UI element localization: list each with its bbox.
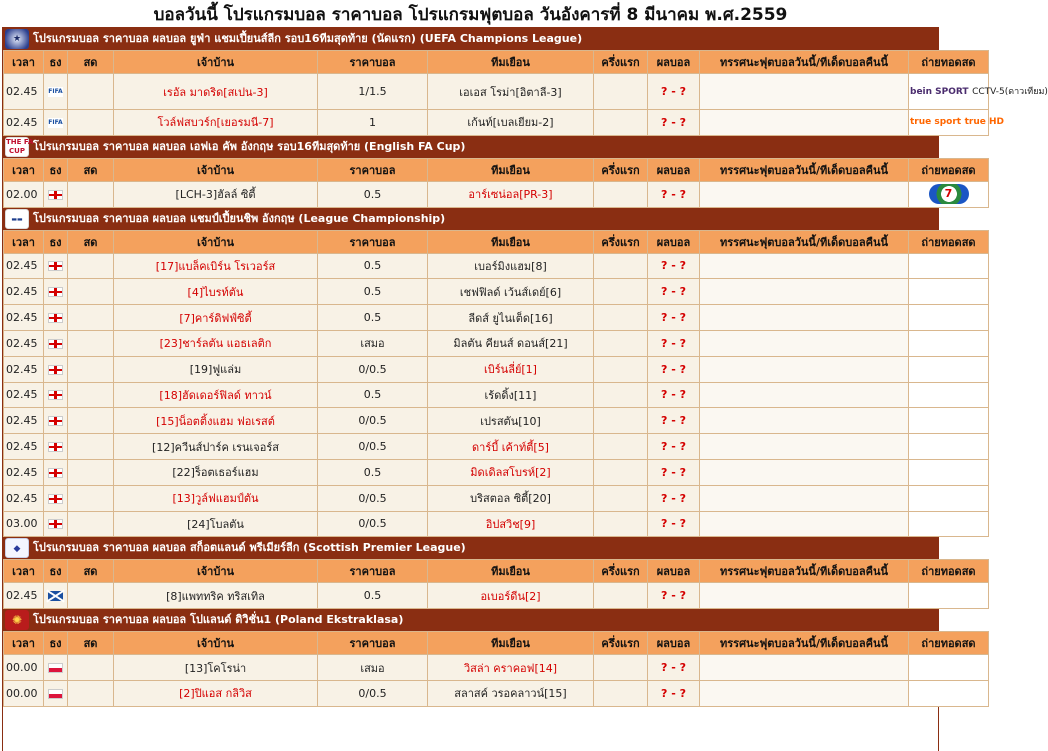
tv-channels xyxy=(909,356,989,382)
odds: 1/1.5 xyxy=(318,74,428,110)
fixtures-table-fa-cup xyxy=(3,158,989,208)
column-header-row xyxy=(4,632,989,655)
match-result: ? - ? xyxy=(648,181,700,207)
home-team[interactable]: [2]ปิแอส กลิวิส xyxy=(114,680,318,706)
england-flag-icon xyxy=(44,305,68,331)
match-row[interactable] xyxy=(4,434,989,460)
odds: 0.5 xyxy=(318,181,428,207)
half-time-score xyxy=(594,253,648,279)
half-time-score xyxy=(594,655,648,681)
match-time: 02.45 xyxy=(4,408,44,434)
col-live: สด xyxy=(68,560,114,583)
half-time-score xyxy=(594,511,648,537)
tv-channels xyxy=(909,279,989,305)
match-result: ? - ? xyxy=(648,680,700,706)
col-tv: ถ่ายทอดสด xyxy=(909,51,989,74)
col-time: เวลา xyxy=(4,158,44,181)
match-row[interactable] xyxy=(4,382,989,408)
match-time: 02.45 xyxy=(4,279,44,305)
home-team[interactable]: [13]โคโรน่า xyxy=(114,655,318,681)
match-row[interactable] xyxy=(4,356,989,382)
match-time: 02.00 xyxy=(4,181,44,207)
bein-sport-logo: bein SPORT xyxy=(910,86,969,97)
league-header-spl[interactable] xyxy=(3,537,938,559)
home-team[interactable]: [12]ควีนส์ปาร์ค เรนเจอร์ส xyxy=(114,434,318,460)
tips-cell[interactable] xyxy=(700,356,909,382)
col-result: ผลบอล xyxy=(648,632,700,655)
col-result: ผลบอล xyxy=(648,560,700,583)
col-result: ผลบอล xyxy=(648,230,700,253)
live-cell xyxy=(68,279,114,305)
match-row[interactable] xyxy=(4,583,989,609)
odds: 0/0.5 xyxy=(318,356,428,382)
match-row[interactable] xyxy=(4,485,989,511)
match-time: 02.45 xyxy=(4,356,44,382)
live-cell xyxy=(68,356,114,382)
tips-cell[interactable] xyxy=(700,253,909,279)
col-home: เจ้าบ้าน xyxy=(114,560,318,583)
fifa-flag-icon: FIFA xyxy=(44,74,68,110)
match-row[interactable] xyxy=(4,680,989,706)
match-result: ? - ? xyxy=(648,408,700,434)
ucl-logo-icon: ★ xyxy=(5,29,29,49)
live-cell xyxy=(68,511,114,537)
tv-channels xyxy=(909,305,989,331)
league-title: โปรแกรมบอล ราคาบอล ผลบอล ยูฟ่า แชมเปี้ยนส์ลีก รอบ16ทีมสุดท้าย (นัดแรก) (UEFA Champions League) xyxy=(33,32,583,45)
col-away: ทีมเยือน xyxy=(428,632,594,655)
match-time: 02.45 xyxy=(4,434,44,460)
away-team[interactable]: มิดเดิลสโบรห์[2] xyxy=(428,459,594,485)
half-time-score xyxy=(594,74,648,110)
odds: เสมอ xyxy=(318,655,428,681)
live-cell xyxy=(68,680,114,706)
match-time: 00.00 xyxy=(4,680,44,706)
england-flag-icon xyxy=(44,279,68,305)
match-result: ? - ? xyxy=(648,305,700,331)
away-team[interactable]: มิลตัน คียนส์ ดอนส์[21] xyxy=(428,330,594,356)
col-tv: ถ่ายทอดสด xyxy=(909,230,989,253)
match-row[interactable] xyxy=(4,253,989,279)
match-row[interactable] xyxy=(4,511,989,537)
match-result: ? - ? xyxy=(648,279,700,305)
tips-cell[interactable] xyxy=(700,330,909,356)
fixtures-table-championship xyxy=(3,230,989,538)
match-row[interactable] xyxy=(4,74,989,110)
england-flag-icon xyxy=(44,253,68,279)
match-time: 02.45 xyxy=(4,305,44,331)
col-away: ทีมเยือน xyxy=(428,230,594,253)
match-row[interactable] xyxy=(4,655,989,681)
league-title: โปรแกรมบอล ราคาบอล ผลบอล สก็อตแลนด์ พรีเมียร์ลีก (Scottish Premier League) xyxy=(33,541,466,555)
match-result: ? - ? xyxy=(648,110,700,136)
odds: 0.5 xyxy=(318,583,428,609)
poland-flag-icon xyxy=(44,655,68,681)
league-title: โปรแกรมบอล ราคาบอล ผลบอล แชมป์เปี้ยนชิพ อังกฤษ (League Championship) xyxy=(33,211,446,225)
match-result: ? - ? xyxy=(648,655,700,681)
col-time: เวลา xyxy=(4,632,44,655)
fixtures-table-spl xyxy=(3,559,989,609)
odds: 0/0.5 xyxy=(318,434,428,460)
live-cell xyxy=(68,583,114,609)
col-flag: ธง xyxy=(44,158,68,181)
away-team[interactable]: เอเอส โรม่า[อิตาลี-3] xyxy=(428,74,594,110)
col-away: ทีมเยือน xyxy=(428,158,594,181)
home-team[interactable]: [LCH-3]ฮัลล์ ซิตี้ xyxy=(114,181,318,207)
match-result: ? - ? xyxy=(648,434,700,460)
tv-channels xyxy=(909,330,989,356)
tv-channels xyxy=(909,253,989,279)
away-team[interactable]: สลาสค์ วรอคลาวน์[15] xyxy=(428,680,594,706)
col-home: เจ้าบ้าน xyxy=(114,51,318,74)
england-flag-icon xyxy=(44,356,68,382)
live-cell xyxy=(68,485,114,511)
col-result: ผลบอล xyxy=(648,158,700,181)
odds: 0/0.5 xyxy=(318,408,428,434)
col-odds: ราคาบอล xyxy=(318,230,428,253)
england-flag-icon xyxy=(44,181,68,207)
match-time: 02.45 xyxy=(4,485,44,511)
col-odds: ราคาบอล xyxy=(318,560,428,583)
half-time-score xyxy=(594,279,648,305)
tips-cell[interactable] xyxy=(700,511,909,537)
odds: 0/0.5 xyxy=(318,680,428,706)
home-team[interactable]: โวล์ฟสบวร์ก[เยอรมนี-7] xyxy=(114,110,318,136)
tv-channels xyxy=(909,655,989,681)
match-time: 02.45 xyxy=(4,74,44,110)
england-flag-icon xyxy=(44,485,68,511)
half-time-score xyxy=(594,434,648,460)
live-cell xyxy=(68,459,114,485)
fixtures-frame xyxy=(2,27,1048,751)
england-flag-icon xyxy=(44,330,68,356)
away-team[interactable]: ลีดส์ ยูไนเต็ด[16] xyxy=(428,305,594,331)
half-time-score xyxy=(594,382,648,408)
match-time: 02.45 xyxy=(4,253,44,279)
england-flag-icon xyxy=(44,459,68,485)
half-time-score xyxy=(594,583,648,609)
away-team[interactable]: เบอร์มิงแฮม[8] xyxy=(428,253,594,279)
tips-cell[interactable] xyxy=(700,181,909,207)
half-time-score xyxy=(594,356,648,382)
match-result: ? - ? xyxy=(648,583,700,609)
col-live: สด xyxy=(68,230,114,253)
col-half: ครึ่งแรก xyxy=(594,560,648,583)
col-away: ทีมเยือน xyxy=(428,560,594,583)
col-tv: ถ่ายทอดสด xyxy=(909,560,989,583)
live-cell xyxy=(68,382,114,408)
match-time: 00.00 xyxy=(4,655,44,681)
odds: 0.5 xyxy=(318,305,428,331)
col-flag: ธง xyxy=(44,560,68,583)
tips-cell[interactable] xyxy=(700,434,909,460)
column-header-row xyxy=(4,51,989,74)
poland-logo-icon: ✺ xyxy=(5,610,29,630)
match-row[interactable] xyxy=(4,279,989,305)
half-time-score xyxy=(594,459,648,485)
tv-channels xyxy=(909,583,989,609)
match-result: ? - ? xyxy=(648,74,700,110)
england-flag-icon xyxy=(44,382,68,408)
col-flag: ธง xyxy=(44,230,68,253)
poland-flag-icon xyxy=(44,680,68,706)
tips-cell[interactable] xyxy=(700,459,909,485)
col-half: ครึ่งแรก xyxy=(594,158,648,181)
match-result: ? - ? xyxy=(648,485,700,511)
odds: 0.5 xyxy=(318,459,428,485)
england-flag-icon xyxy=(44,511,68,537)
odds: 1 xyxy=(318,110,428,136)
col-tips: ทรรศนะฟุตบอลวันนี้/ทีเด็ดบอลคืนนี้ xyxy=(700,230,909,253)
col-half: ครึ่งแรก xyxy=(594,230,648,253)
fifa-flag-icon: FIFA xyxy=(44,110,68,136)
col-tips: ทรรศนะฟุตบอลวันนี้/ทีเด็ดบอลคืนนี้ xyxy=(700,51,909,74)
away-team[interactable]: เบิร์นลี่ย์[1] xyxy=(428,356,594,382)
league-header-poland[interactable] xyxy=(3,609,938,631)
col-odds: ราคาบอล xyxy=(318,51,428,74)
live-cell xyxy=(68,330,114,356)
match-result: ? - ? xyxy=(648,253,700,279)
match-result: ? - ? xyxy=(648,330,700,356)
tv-channels[interactable] xyxy=(909,74,1048,110)
match-row[interactable] xyxy=(4,459,989,485)
away-team[interactable]: เชฟฟิลด์ เว้นส์เดย์[6] xyxy=(428,279,594,305)
match-time: 02.45 xyxy=(4,583,44,609)
home-team[interactable]: [18]ฮัดเดอร์ฟิลด์ ทาวน์ xyxy=(114,382,318,408)
odds: 0.5 xyxy=(318,279,428,305)
away-team[interactable]: วิสล่า คราคอฟ[14] xyxy=(428,655,594,681)
league-header-championship[interactable] xyxy=(3,208,938,230)
live-cell xyxy=(68,110,114,136)
col-tips: ทรรศนะฟุตบอลวันนี้/ทีเด็ดบอลคืนนี้ xyxy=(700,560,909,583)
col-live: สด xyxy=(68,158,114,181)
home-team[interactable]: [4]ไบรท์ตัน xyxy=(114,279,318,305)
col-live: สด xyxy=(68,51,114,74)
odds: 0.5 xyxy=(318,382,428,408)
half-time-score xyxy=(594,485,648,511)
tips-cell[interactable] xyxy=(700,279,909,305)
tv-channels xyxy=(909,382,989,408)
tv-channels[interactable] xyxy=(909,181,989,207)
col-result: ผลบอล xyxy=(648,51,700,74)
home-team[interactable]: [24]โบลตัน xyxy=(114,511,318,537)
home-team[interactable]: [23]ชาร์ลตัน แอธเลติก xyxy=(114,330,318,356)
match-result: ? - ? xyxy=(648,459,700,485)
col-odds: ราคาบอล xyxy=(318,632,428,655)
home-team[interactable]: [7]คาร์ดิฟฟ์ซิตี้ xyxy=(114,305,318,331)
spl-logo-icon: ◆ xyxy=(5,538,29,558)
match-result: ? - ? xyxy=(648,382,700,408)
match-row[interactable] xyxy=(4,408,989,434)
fixtures-table-poland xyxy=(3,631,989,707)
column-header-row xyxy=(4,158,989,181)
league-header-ucl[interactable] xyxy=(3,28,938,50)
col-live: สด xyxy=(68,632,114,655)
page-title: บอลวันนี้ โปรแกรมบอล ราคาบอล โปรแกรมฟุตบอล วันอังคารที่ 8 มีนาคม พ.ศ.2559 xyxy=(153,5,788,25)
tv-channels xyxy=(909,459,989,485)
league-title: โปรแกรมบอล ราคาบอล ผลบอล เอฟเอ คัพ อังกฤษ รอบ16ทีมสุดท้าย (English FA Cup) xyxy=(33,139,466,153)
col-tips: ทรรศนะฟุตบอลวันนี้/ทีเด็ดบอลคืนนี้ xyxy=(700,158,909,181)
odds: 0/0.5 xyxy=(318,511,428,537)
match-row[interactable] xyxy=(4,305,989,331)
tv-channels xyxy=(909,434,989,460)
tips-cell[interactable] xyxy=(700,74,909,110)
away-team[interactable]: ดาร์บี้ เค้าท์ตี้[5] xyxy=(428,434,594,460)
tips-cell[interactable] xyxy=(700,305,909,331)
live-cell xyxy=(68,74,114,110)
away-team[interactable]: เร้ดดิ้ง[11] xyxy=(428,382,594,408)
col-odds: ราคาบอล xyxy=(318,158,428,181)
odds: เสมอ xyxy=(318,330,428,356)
away-team[interactable]: อาร์เซน่อล[PR-3] xyxy=(428,181,594,207)
col-home: เจ้าบ้าน xyxy=(114,230,318,253)
column-header-row xyxy=(4,230,989,253)
fixtures-table-ucl xyxy=(3,50,1048,136)
match-time: 02.45 xyxy=(4,110,44,136)
tips-cell[interactable] xyxy=(700,485,909,511)
home-team[interactable]: [8]แพททริค ทริสเทิล xyxy=(114,583,318,609)
tips-cell[interactable] xyxy=(700,110,909,136)
channel-7-logo: 7 xyxy=(929,184,969,204)
fa-cup-logo-icon: THE FA CUP xyxy=(6,137,34,155)
match-time: 02.45 xyxy=(4,330,44,356)
scotland-flag-icon xyxy=(44,583,68,609)
true-sport-logo: true sport xyxy=(910,117,962,128)
tv-channels[interactable] xyxy=(909,110,1004,136)
tips-cell[interactable] xyxy=(700,583,909,609)
cctv-channel: CCTV-5(ดาวเทียม) xyxy=(972,86,1048,97)
col-half: ครึ่งแรก xyxy=(594,632,648,655)
col-home: เจ้าบ้าน xyxy=(114,632,318,655)
true-hd-logo: true HD xyxy=(964,117,1004,128)
away-team[interactable]: บริสตอล ซิตี้[20] xyxy=(428,485,594,511)
column-header-row xyxy=(4,560,989,583)
col-tv: ถ่ายทอดสด xyxy=(909,158,989,181)
home-team[interactable]: เรอัล มาดริด[สเปน-3] xyxy=(114,74,318,110)
league-header-fa-cup[interactable] xyxy=(3,136,938,158)
match-time: 02.45 xyxy=(4,382,44,408)
half-time-score xyxy=(594,110,648,136)
col-tv: ถ่ายทอดสด xyxy=(909,632,989,655)
col-time: เวลา xyxy=(4,51,44,74)
home-team[interactable]: [19]ฟูแล่ม xyxy=(114,356,318,382)
england-flag-icon xyxy=(44,434,68,460)
col-home: เจ้าบ้าน xyxy=(114,158,318,181)
away-team[interactable]: เก้นท์[เบลเยียม-2] xyxy=(428,110,594,136)
tv-channels xyxy=(909,485,989,511)
live-cell xyxy=(68,434,114,460)
match-time: 03.00 xyxy=(4,511,44,537)
away-team[interactable]: อิปสวิช[9] xyxy=(428,511,594,537)
live-cell xyxy=(68,305,114,331)
half-time-score xyxy=(594,305,648,331)
odds: 0/0.5 xyxy=(318,485,428,511)
col-time: เวลา xyxy=(4,230,44,253)
away-team[interactable]: อเบอร์ดีน[2] xyxy=(428,583,594,609)
tips-cell[interactable] xyxy=(700,680,909,706)
col-away: ทีมเยือน xyxy=(428,51,594,74)
match-row[interactable] xyxy=(4,330,989,356)
league-title: โปรแกรมบอล ราคาบอล ผลบอล โปแลนด์ ดิวิชั่น1 (Poland Ekstraklasa) xyxy=(33,613,404,627)
match-row[interactable] xyxy=(4,181,989,207)
home-team[interactable]: [17]แบล็คเบิร์น โรเวอร์ส xyxy=(114,253,318,279)
championship-logo-icon: ▬▬ xyxy=(5,209,29,229)
col-time: เวลา xyxy=(4,560,44,583)
live-cell xyxy=(68,253,114,279)
odds: 0.5 xyxy=(318,253,428,279)
col-flag: ธง xyxy=(44,632,68,655)
home-team[interactable]: [15]น็อตติ้งแฮม ฟอเรสต์ xyxy=(114,408,318,434)
col-tips: ทรรศนะฟุตบอลวันนี้/ทีเด็ดบอลคืนนี้ xyxy=(700,632,909,655)
tips-cell[interactable] xyxy=(700,382,909,408)
tips-cell[interactable] xyxy=(700,408,909,434)
half-time-score xyxy=(594,408,648,434)
home-team[interactable]: [22]ร็อตเธอร์แฮม xyxy=(114,459,318,485)
live-cell xyxy=(68,655,114,681)
away-team[interactable]: เปรสตัน[10] xyxy=(428,408,594,434)
england-flag-icon xyxy=(44,408,68,434)
half-time-score xyxy=(594,330,648,356)
live-cell xyxy=(68,181,114,207)
col-half: ครึ่งแรก xyxy=(594,51,648,74)
tv-channels xyxy=(909,511,989,537)
match-result: ? - ? xyxy=(648,511,700,537)
half-time-score xyxy=(594,680,648,706)
live-cell xyxy=(68,408,114,434)
match-result: ? - ? xyxy=(648,356,700,382)
tv-channels xyxy=(909,680,989,706)
match-row[interactable] xyxy=(4,110,989,136)
col-flag: ธง xyxy=(44,51,68,74)
tv-channels xyxy=(909,408,989,434)
home-team[interactable]: [13]วูล์ฟแฮมป์ตัน xyxy=(114,485,318,511)
tips-cell[interactable] xyxy=(700,655,909,681)
match-time: 02.45 xyxy=(4,459,44,485)
half-time-score xyxy=(594,181,648,207)
